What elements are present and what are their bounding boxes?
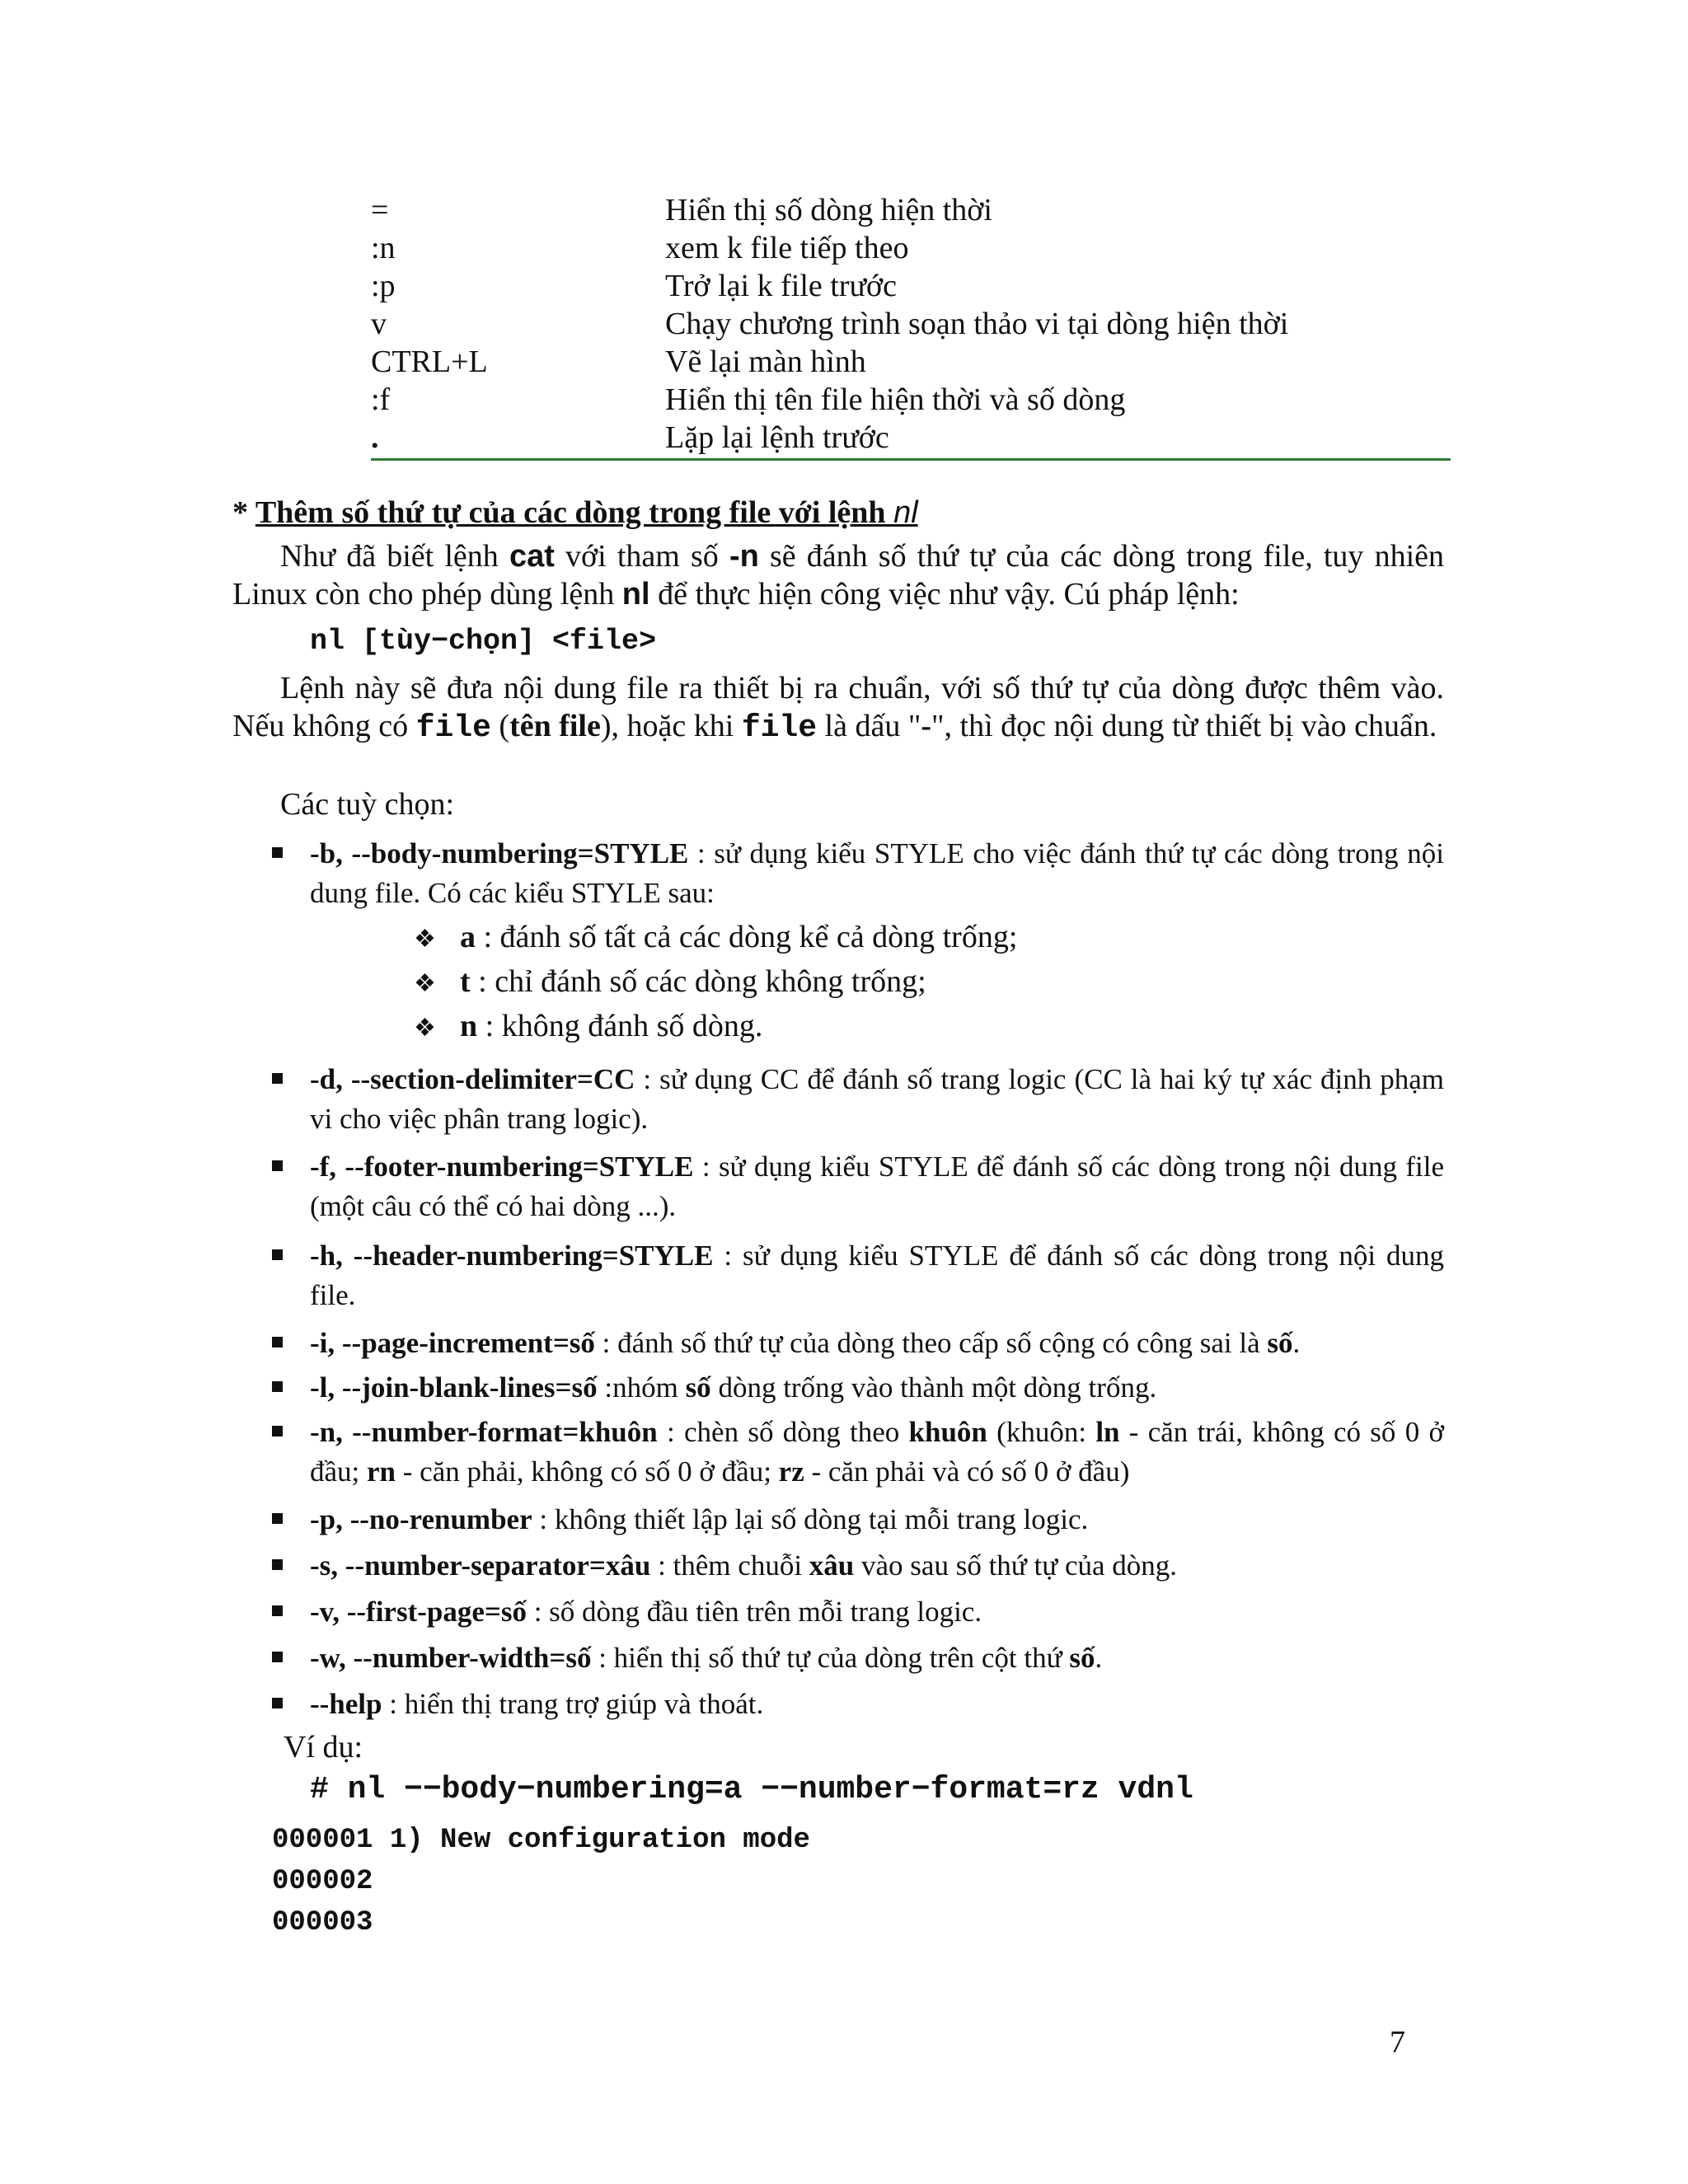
square-bullet-icon <box>272 1249 283 1260</box>
n-flag: -n <box>729 539 759 574</box>
option-text: - căn phải và có số 0 ở đầu) <box>804 1455 1130 1488</box>
description-paragraph <box>232 669 1444 748</box>
square-bullet-icon <box>272 1605 283 1616</box>
option-item <box>272 1546 1444 1586</box>
option-text: : sử dụng kiểu STYLE cho việc đánh thứ tự các dòng trong nội dung file. Có các kiểu STYLE sau: <box>310 837 1444 909</box>
key-description: Trở lại k file trước <box>665 269 898 303</box>
square-bullet-icon <box>272 1652 283 1662</box>
key-row <box>371 343 1451 381</box>
example-output-line: 000002 <box>272 1866 373 1897</box>
option-text: : sử dụng kiểu STYLE để đánh số các dòng trong nội dung file (một câu có thể có hai dòng ...). <box>310 1151 1444 1222</box>
key-name: CTRL+L <box>371 344 488 379</box>
desc-text: ", thì đọc nội dung từ thiết bị vào chuẩn. <box>931 709 1437 743</box>
option-name: -f, --footer-numbering=STYLE <box>310 1151 694 1183</box>
option-item <box>272 1413 1444 1492</box>
key-row <box>371 381 1451 419</box>
option-item <box>272 1060 1444 1139</box>
option-name: -h, --header-numbering=STYLE <box>310 1240 714 1272</box>
option-bold-word: ln <box>1095 1416 1120 1448</box>
option-item <box>272 1368 1444 1408</box>
square-bullet-icon <box>272 1426 283 1436</box>
example-output-line: 000003 <box>272 1907 373 1938</box>
cat-command: cat <box>509 539 555 574</box>
option-text: vào sau số thứ tự của dòng. <box>854 1549 1178 1582</box>
option-item <box>272 1592 1444 1632</box>
option-bold-word: rn <box>367 1455 396 1488</box>
key-name: = <box>371 193 389 227</box>
key-row <box>371 419 1451 457</box>
style-item <box>414 963 926 1003</box>
key-row <box>371 229 1451 267</box>
style-key: a <box>460 920 476 954</box>
ten-file: tên file <box>509 709 601 743</box>
key-row <box>371 267 1451 305</box>
key-name: :f <box>371 382 391 417</box>
key-table <box>371 191 1451 457</box>
syntax-line: nl [tùy−chọn] <file> <box>310 625 657 658</box>
option-name: -v, --first-page=số <box>310 1596 527 1628</box>
option-text: - căn trái, không có số 0 ở đầu; <box>310 1416 1444 1488</box>
option-text: : hiển thị số thứ tự của dòng trên cột thứ <box>591 1642 1070 1674</box>
options-label: Các tuỳ chọn: <box>280 787 455 822</box>
file-keyword: file <box>415 710 491 746</box>
key-description: Chạy chương trình soạn thảo vi tại dòng hiện thời <box>665 307 1289 341</box>
key-name: . <box>371 420 379 455</box>
option-item <box>272 1236 1444 1315</box>
option-item <box>272 1638 1444 1678</box>
option-name: -b, --body-numbering=STYLE <box>310 837 689 869</box>
style-text: : chỉ đánh số các dòng không trống; <box>470 964 926 999</box>
example-command: # nl −−body−numbering=a −−number−format=rz vdnl <box>310 1772 1193 1807</box>
key-name: v <box>371 307 387 341</box>
option-text-end: . <box>1292 1327 1301 1359</box>
option-text: - căn phải, không có số 0 ở đầu; <box>396 1455 779 1488</box>
square-bullet-icon <box>272 847 283 858</box>
diamond-bullet-icon: ❖ <box>414 1015 436 1042</box>
key-name: :p <box>371 269 396 303</box>
option-item <box>272 834 1444 913</box>
option-name: -d, --section-delimiter=CC <box>310 1063 635 1095</box>
diamond-bullet-icon: ❖ <box>414 970 436 997</box>
desc-text: Lệnh này sẽ đưa nội dung file ra thiết bị ra chuẩn, với số thứ tự của dòng được thêm vào. Nếu không có <box>232 671 1444 743</box>
section-star: * <box>232 495 256 530</box>
square-bullet-icon <box>272 1698 283 1708</box>
key-description: Lặp lại lệnh trước <box>665 420 889 455</box>
key-row <box>371 191 1451 229</box>
table-bottom-rule <box>371 458 1451 461</box>
option-text: (khuôn: <box>987 1416 1096 1448</box>
option-text-end: . <box>1095 1642 1103 1674</box>
option-name: -s, --number-separator=xâu <box>310 1549 651 1582</box>
option-bold-word: rz <box>778 1455 804 1488</box>
option-item <box>272 1147 1444 1226</box>
option-text: : không thiết lập lại số dòng tại mỗi trang logic. <box>532 1503 1089 1535</box>
option-bold-word: xâu <box>809 1549 855 1582</box>
square-bullet-icon <box>272 1337 283 1347</box>
intro-text: Như đã biết lệnh <box>280 539 509 574</box>
dash-symbol: - <box>921 709 931 743</box>
key-name: :n <box>371 231 396 265</box>
square-bullet-icon <box>272 1073 283 1084</box>
option-item <box>272 1685 1444 1724</box>
desc-text: ), hoặc khi <box>600 709 742 743</box>
style-key: t <box>460 964 471 999</box>
option-text: : thêm chuỗi <box>650 1549 809 1582</box>
option-name: -n, --number-format=khuôn <box>310 1416 658 1448</box>
nl-command: nl <box>621 577 650 612</box>
option-bold-word: số <box>685 1371 711 1404</box>
square-bullet-icon <box>272 1513 283 1524</box>
style-item <box>414 918 1017 958</box>
option-text: : đánh số thứ tự của dòng theo cấp số cộng có công sai là <box>594 1327 1268 1359</box>
intro-text: với tham số <box>554 539 729 574</box>
square-bullet-icon <box>272 1381 283 1392</box>
file-keyword: file <box>741 710 818 746</box>
example-output-line: 000001 1) New configuration mode <box>272 1825 810 1856</box>
option-text: : số dòng đầu tiên trên mỗi trang logic. <box>526 1596 982 1628</box>
style-item <box>414 1007 762 1047</box>
diamond-bullet-icon: ❖ <box>414 926 436 953</box>
section-title <box>232 494 918 531</box>
option-text: : hiển thị trang trợ giúp và thoát. <box>382 1688 764 1720</box>
desc-text: là dấu " <box>817 709 921 743</box>
intro-text: để thực hiện công việc như vậy. Cú pháp lệnh: <box>649 577 1240 612</box>
section-title-command: nl <box>893 495 918 530</box>
option-text: : sử dụng CC để đánh số trang logic (CC là hai ký tự xác định phạm vi cho việc phân trang logic). <box>310 1063 1445 1135</box>
key-description: Hiển thị số dòng hiện thời <box>665 193 992 227</box>
square-bullet-icon <box>272 1559 283 1570</box>
style-text: : đánh số tất cả các dòng kể cả dòng trống; <box>476 920 1018 954</box>
option-item <box>272 1324 1444 1363</box>
option-text: dòng trống vào thành một dòng trống. <box>710 1371 1157 1404</box>
square-bullet-icon <box>272 1160 283 1171</box>
option-text: :nhóm <box>597 1371 686 1404</box>
intro-paragraph <box>232 537 1444 613</box>
key-row <box>371 305 1451 343</box>
example-label: Ví dụ: <box>284 1730 363 1765</box>
option-name: -l, --join-blank-lines=số <box>310 1371 598 1404</box>
option-name: -i, --page-increment=số <box>310 1327 595 1359</box>
style-text: : không đánh số dòng. <box>477 1009 763 1043</box>
option-name: -p, --no-renumber <box>310 1503 532 1535</box>
key-description: Hiển thị tên file hiện thời và số dòng <box>665 382 1126 417</box>
section-title-text: Thêm số thứ tự của các dòng trong file với lệnh <box>255 495 894 530</box>
desc-text: ( <box>490 709 510 743</box>
option-item <box>272 1500 1444 1540</box>
key-description: Vẽ lại màn hình <box>665 344 866 379</box>
option-text: : chèn số dòng theo <box>657 1416 909 1448</box>
intro-text: sẽ đánh số thứ tự của các dòng trong file, tuy nhiên Linux còn cho phép dùng lệnh <box>232 539 1445 612</box>
option-name: --help <box>310 1688 382 1720</box>
option-bold-word: số <box>1267 1327 1293 1359</box>
option-bold-word: số <box>1069 1642 1095 1674</box>
option-bold-word: khuôn <box>908 1416 987 1448</box>
option-text: : sử dụng kiểu STYLE để đánh số các dòng trong nội dung file. <box>310 1240 1444 1311</box>
page-number: 7 <box>1390 2025 1405 2060</box>
key-description: xem k file tiếp theo <box>665 231 909 265</box>
style-key: n <box>460 1009 478 1043</box>
option-name: -w, --number-width=số <box>310 1642 592 1674</box>
